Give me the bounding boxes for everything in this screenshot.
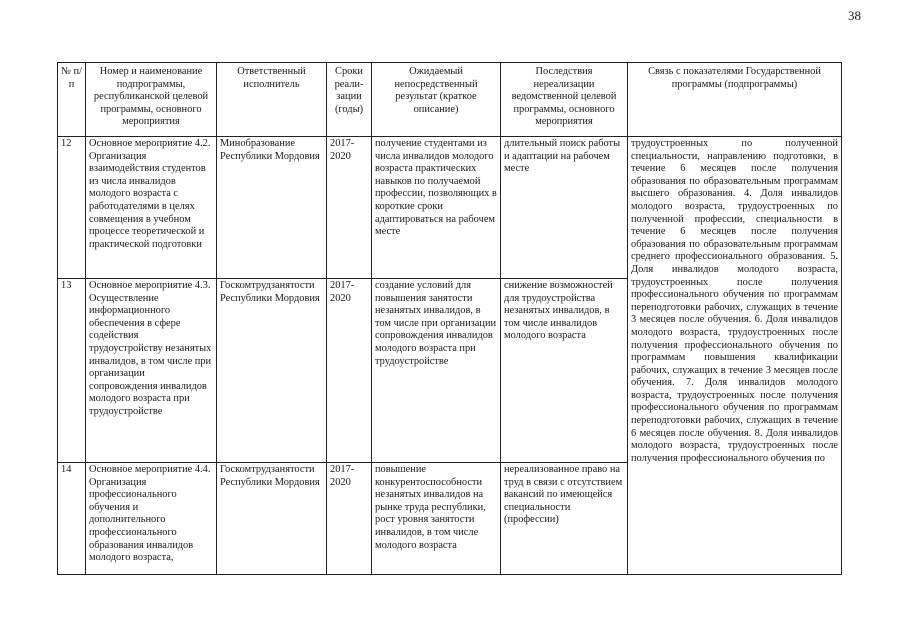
row-result: получение студентами из числа инвалидов молодого возраста практических навыков по получаемой профессии, позволяющих в короткие сроки адаптироваться на рабочем месте	[372, 137, 501, 279]
row-consequences: нереализованное право на труд в связи с отсутствием вакансий по имеющейся специальности (профессии)	[501, 463, 628, 575]
table-header-row	[58, 63, 842, 137]
row-years: 2017-2020	[327, 463, 372, 575]
row-executor: Госкомтрудзанятости Республики Мордовия	[217, 463, 327, 575]
row-years: 2017-2020	[327, 279, 372, 463]
row-result: создание условий для повышения занятости незанятых инвалидов, в том числе при организации сопровождения инвалидов молодого возраста при трудоустройстве	[372, 279, 501, 463]
table-row	[58, 137, 842, 279]
row-executor: Минобразование Республики Мордовия	[217, 137, 327, 279]
row-name: Основное мероприятие 4.2. Организация взаимодействия студентов из числа инвалидов молодого возраста с работодателями в целях совмещения в учебном процессе теоретической и практической подготовки	[86, 137, 217, 279]
indicators-cell: трудоустроенных по полученной специальности, направлению подготовки, в течение 6 месяцев после получения образования по образовательным программам высшего образования. 4. Доля инвалидов молодого возраста, трудоустроенных по полученной профессии, специальности в течение 6 месяцев после получения образования по образовательным программам среднего профессионального образования. 5. Доля инвалидов молодого возраста, трудоустроенных после получения профессионального обучения по программам переподготовки рабочих, служащих в течение 3 месяцев после обучения. 6. Доля инвалидов молодого возраста, трудоустроенных после получения профессионального обучения по программам повышения квалификации рабочих, служащих в течение 3 месяцев после обучения. 7. Доля инвалидов молодого возраста, трудоустроенных после получения профессионального обучения по программам переподготовки рабочих, служащих в течение 6 месяцев после обучения. 8. Доля инвалидов молодого возраста, трудоустроенных после получения профессионального обучения по	[628, 137, 842, 575]
col-header-number: № п/п	[58, 63, 86, 137]
col-header-indicators: Связь с показателями Государственной программы (подпрограммы)	[628, 63, 842, 137]
row-name: Основное мероприятие 4.4. Организация профессионального обучения и дополнительного профессионального образования инвалидов молодого возраста,	[86, 463, 217, 575]
col-header-name: Номер и наименование подпрограммы, республиканской целевой программы, основного мероприятия	[86, 63, 217, 137]
col-header-executor: Ответственный исполнитель	[217, 63, 327, 137]
row-number: 13	[58, 279, 86, 463]
col-header-result: Ожидаемый непосредственный результат (краткое описание)	[372, 63, 501, 137]
row-years: 2017-2020	[327, 137, 372, 279]
row-consequences: снижение возможностей для трудоустройства незанятых инвалидов, в том числе инвалидов молодого возраста	[501, 279, 628, 463]
page-number: 38	[848, 8, 861, 23]
row-executor: Госкомтрудзанятости Республики Мордовия	[217, 279, 327, 463]
col-header-years: Сроки реали-зации (годы)	[327, 63, 372, 137]
row-result: повышение конкурентоспособности незанятых инвалидов на рынке труда республики, рост уровня занятости инвалидов, в том числе молодого возраста	[372, 463, 501, 575]
row-name: Основное мероприятие 4.3. Осуществление информационного обеспечения в сфере содействия трудоустройству незанятых инвалидов, в том числе при организации сопровождения инвалидов молодого возраста при трудоустройстве	[86, 279, 217, 463]
row-number: 12	[58, 137, 86, 279]
col-header-consequences: Последствия нереализации ведомственной целевой программы, основного мероприятия	[501, 63, 628, 137]
row-number: 14	[58, 463, 86, 575]
program-table	[57, 62, 842, 575]
row-consequences: длительный поиск работы и адаптации на рабочем месте	[501, 137, 628, 279]
